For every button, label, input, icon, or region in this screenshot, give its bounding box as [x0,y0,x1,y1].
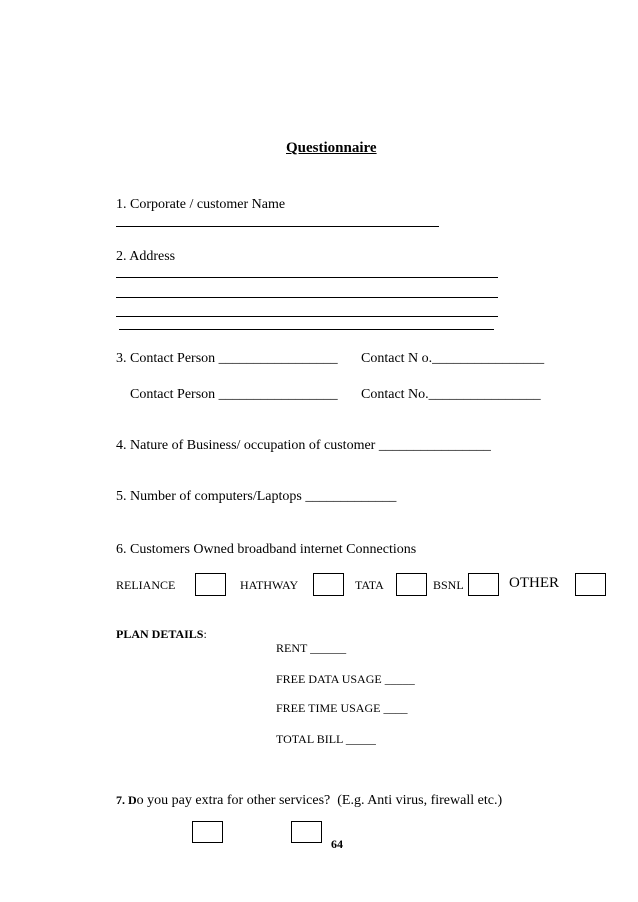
address-line-2-field[interactable] [116,297,498,298]
address-line-4-field[interactable] [119,329,494,330]
option-hathway-label: HATHWAY [240,578,299,592]
option-other-checkbox[interactable] [575,573,606,596]
option-hathway-checkbox[interactable] [313,573,344,596]
rent-field[interactable]: RENT ______ [276,641,347,655]
page-number: 64 [331,837,343,851]
address-line-1-field[interactable] [116,277,498,278]
option-bsnl-label: BSNL [433,578,464,592]
plan-details-heading [116,628,207,640]
corporate-name-field[interactable] [116,226,439,227]
question-7-text: o you pay extra for other services? (E.g. Anti virus, firewall etc.) [136,793,503,808]
contact-person-2-field[interactable]: Contact Person _________________ [130,387,338,402]
extra-services-no-checkbox[interactable] [291,821,322,843]
free-data-usage-field[interactable]: FREE DATA USAGE _____ [276,672,415,686]
corporate-name-label: 1. Corporate / customer Name [116,197,286,212]
plan-details-heading-text: PLAN DETAILS [116,627,204,641]
contact-no-1-field[interactable]: Contact N o.________________ [361,351,545,366]
free-time-usage-field[interactable]: FREE TIME USAGE ____ [276,701,408,715]
option-reliance-checkbox[interactable] [195,573,226,596]
option-tata-checkbox[interactable] [396,573,427,596]
option-reliance-label: RELIANCE [116,578,176,592]
contact-no-2-field[interactable]: Contact No.________________ [361,387,541,402]
option-tata-label: TATA [355,578,384,592]
business-nature-field[interactable]: 4. Nature of Business/ occupation of customer ________________ [116,438,491,453]
extra-services-yes-checkbox[interactable] [192,821,223,843]
total-bill-field[interactable]: TOTAL BILL _____ [276,732,376,746]
broadband-connections-label: 6. Customers Owned broadband internet Connections [116,542,417,557]
plan-details-colon: : [203,627,207,641]
computer-count-field[interactable]: 5. Number of computers/Laptops _____________ [116,489,397,504]
contact-person-1-field[interactable]: 3. Contact Person _________________ [116,351,338,366]
address-line-3-field[interactable] [116,316,498,317]
option-other-label: OTHER [509,575,559,591]
page-title: Questionnaire [286,140,377,156]
option-bsnl-checkbox[interactable] [468,573,499,596]
question-7-number: 7. D [116,793,137,807]
extra-services-question [116,794,502,808]
address-label: 2. Address [116,249,176,264]
